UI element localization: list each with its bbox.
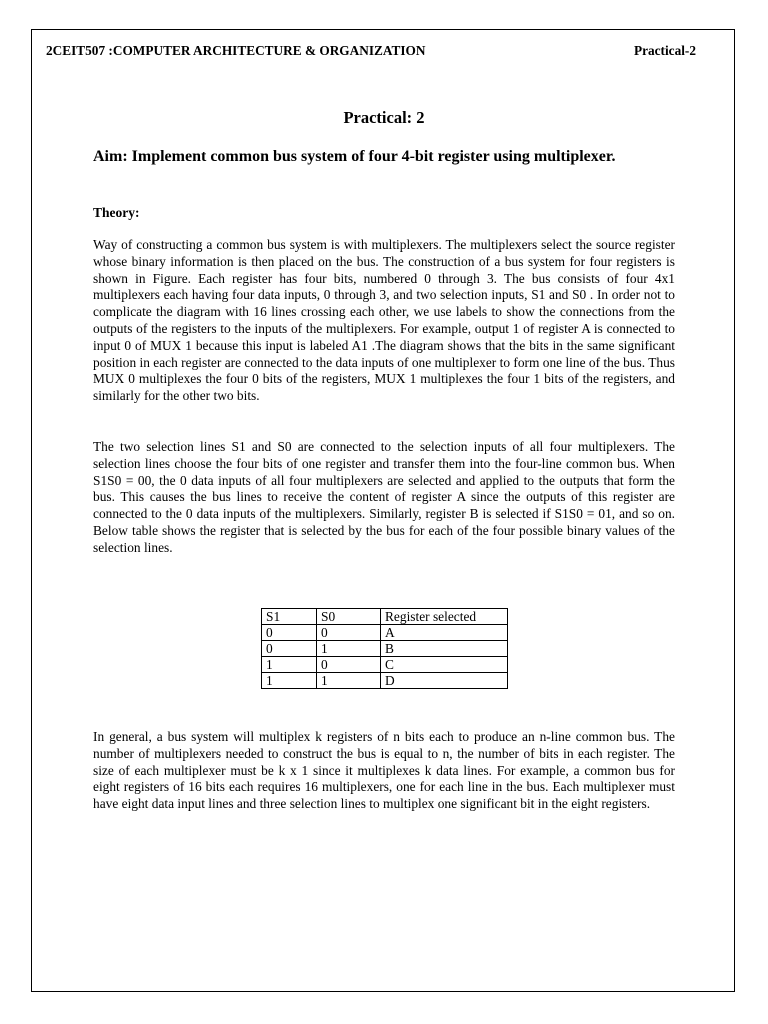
- register-selection-table: [261, 608, 508, 689]
- page-title: Practical: 2: [343, 108, 425, 127]
- table-header-cell: Register selected: [381, 609, 508, 625]
- table-row: [262, 625, 508, 641]
- table-row: [262, 673, 508, 689]
- practical-label: Practical-2: [633, 43, 696, 58]
- table-row: [262, 641, 508, 657]
- table-header-cell: S0: [317, 609, 381, 625]
- table-cell: 1: [317, 673, 381, 689]
- table-cell: 0: [262, 625, 317, 641]
- theory-heading: Theory:: [93, 205, 140, 220]
- table-header-cell: S1: [262, 609, 317, 625]
- aim-statement: Aim: Implement common bus system of four 4-bit register using multiplexer.: [93, 148, 616, 165]
- theory-paragraph-1: Way of constructing a common bus system is with multiplexers. The multiplexers select the source register whose binary information is then placed on the bus. The construction of a bus system for four registers is shown in Figure. Each register has four bits, numbered 0 through 3. The bus consists of four 4x1 multiplexers each having four data inputs, 0 through 3, and two selection inputs, S1 and S0 . In order not to complicate the diagram with 16 lines crossing each other, we use labels to show the connections from the outputs of the registers to the inputs of the multiplexers. For example, output 1 of register A is connected to input 0 of MUX 1 because this input is labeled A1 .The diagram shows that the bits in the same significant position in each register are connected to the data inputs of one multiplexer to form one line of the bus. Thus MUX 0 multiplexes the four 0 bits of the registers, MUX 1 multiplexes the four 1 bits of the registers, and similarly for the other two bits.: [93, 237, 675, 404]
- table-cell: B: [381, 641, 508, 657]
- table-header-row: [262, 609, 508, 625]
- table-cell: A: [381, 625, 508, 641]
- theory-paragraph-3: In general, a bus system will multiplex k registers of n bits each to produce an n-line common bus. The number of multiplexers needed to construct the bus is equal to n, the number of bits in each register. The size of each multiplexer must be k x 1 since it multiplexes k data lines. For example, a common bus for eight registers of 16 bits each requires 16 multiplexers, one for each line in the bus. Each multiplexer must have eight data input lines and three selection lines to multiplex one significant bit in the eight registers.: [93, 729, 675, 812]
- table-cell: C: [381, 657, 508, 673]
- table-cell: 1: [262, 657, 317, 673]
- table-cell: 0: [317, 657, 381, 673]
- course-title: 2CEIT507 :COMPUTER ARCHITECTURE & ORGANIZATION: [46, 43, 426, 58]
- table-cell: 1: [262, 673, 317, 689]
- table-cell: 1: [317, 641, 381, 657]
- table-cell: 0: [262, 641, 317, 657]
- table-row: [262, 657, 508, 673]
- page-header: [46, 43, 696, 61]
- table-cell: D: [381, 673, 508, 689]
- theory-paragraph-2: The two selection lines S1 and S0 are connected to the selection inputs of all four multiplexers. The selection lines choose the four bits of one register and transfer them into the four-line common bus. When S1S0 = 00, the 0 data inputs of all four multiplexers are selected and applied to the outputs that form the bus. This causes the bus lines to receive the content of register A since the outputs of this register are connected to the 0 data inputs of the multiplexers. Similarly, register B is selected if S1S0 = 01, and so on. Below table shows the register that is selected by the bus for each of the four possible binary values of the selection lines.: [93, 439, 675, 555]
- table-cell: 0: [317, 625, 381, 641]
